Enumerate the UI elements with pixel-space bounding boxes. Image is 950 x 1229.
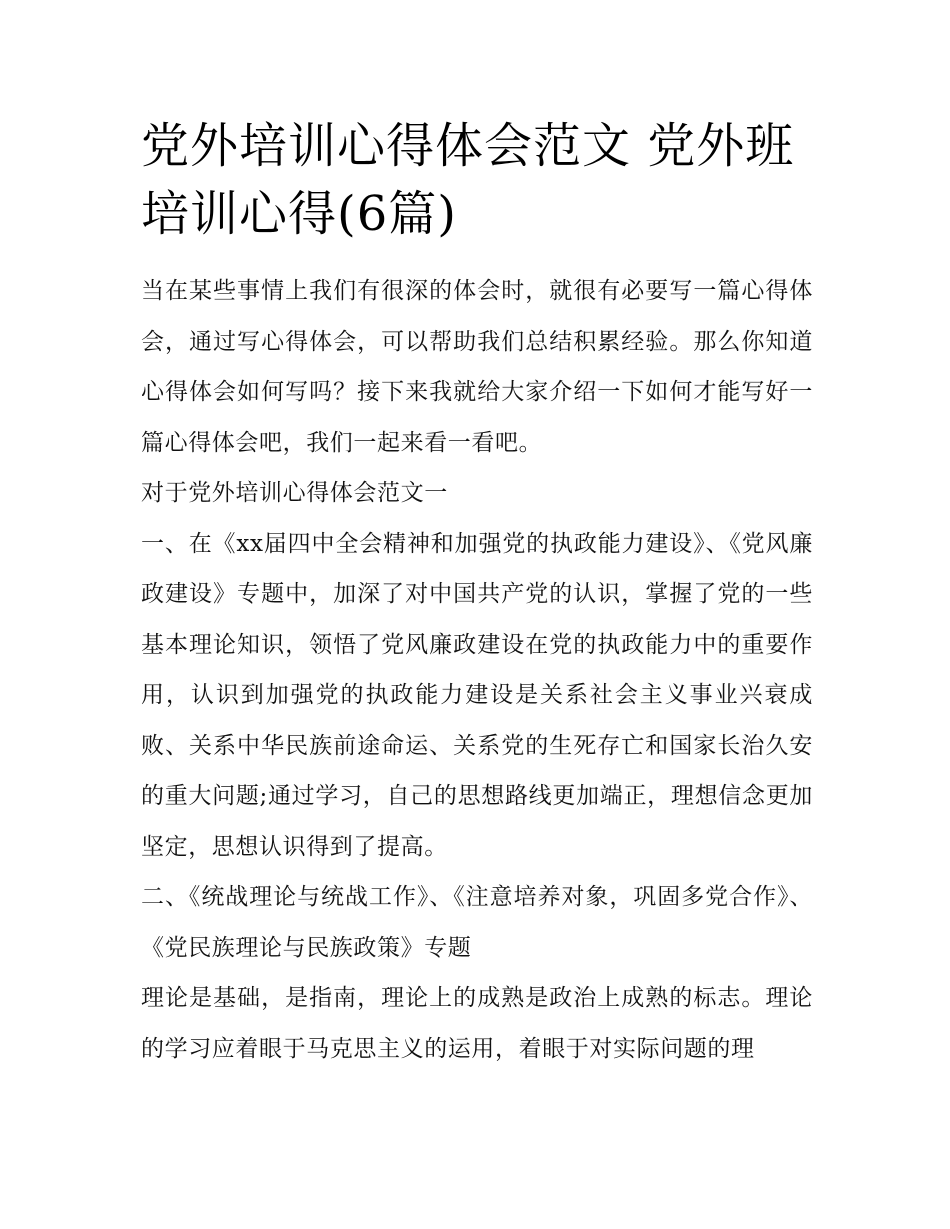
- paragraph-point-two: 二、《统战理论与统战工作》、《注意培养对象，巩固多党合作》、《党民族理论与民族政策》专题: [141, 884, 813, 961]
- paragraph-point-one: 一、在《xx届四中全会精神和加强党的执政能力建设》、《党风廉政建设》专题中，加深了对中国共产党的认识，掌握了党的一些基本理论知识，领悟了党风廉政建设在党的执政能力中的重要作用，认识到加强党的执政能力建设是关系社会主义事业兴衰成败、关系中华民族前途命运、关系党的生死存亡和国家长治久安的重大问题;通过学习，自己的思想路线更加端正，理想信念更加坚定，思想认识得到了提高。: [141, 530, 813, 860]
- document-page: [141, 112, 813, 1074]
- document-title: 党外培训心得体会范文 党外班培训心得(6篇): [141, 118, 795, 242]
- paragraph-intro: 当在某些事情上我们有很深的体会时，就很有必要写一篇心得体会，通过写心得体会，可以帮助我们总结积累经验。那么你知道心得体会如何写吗？接下来我就给大家介绍一下如何才能写好一篇心得体会吧，我们一起来看一看吧。: [141, 278, 813, 456]
- document-body: [141, 266, 813, 1074]
- section-heading: 对于党外培训心得体会范文一: [141, 480, 448, 506]
- paragraph-theory: 理论是基础，是指南，理论上的成熟是政治上成熟的标志。理论的学习应着眼于马克思主义的运用，着眼于对实际问题的理: [141, 985, 813, 1062]
